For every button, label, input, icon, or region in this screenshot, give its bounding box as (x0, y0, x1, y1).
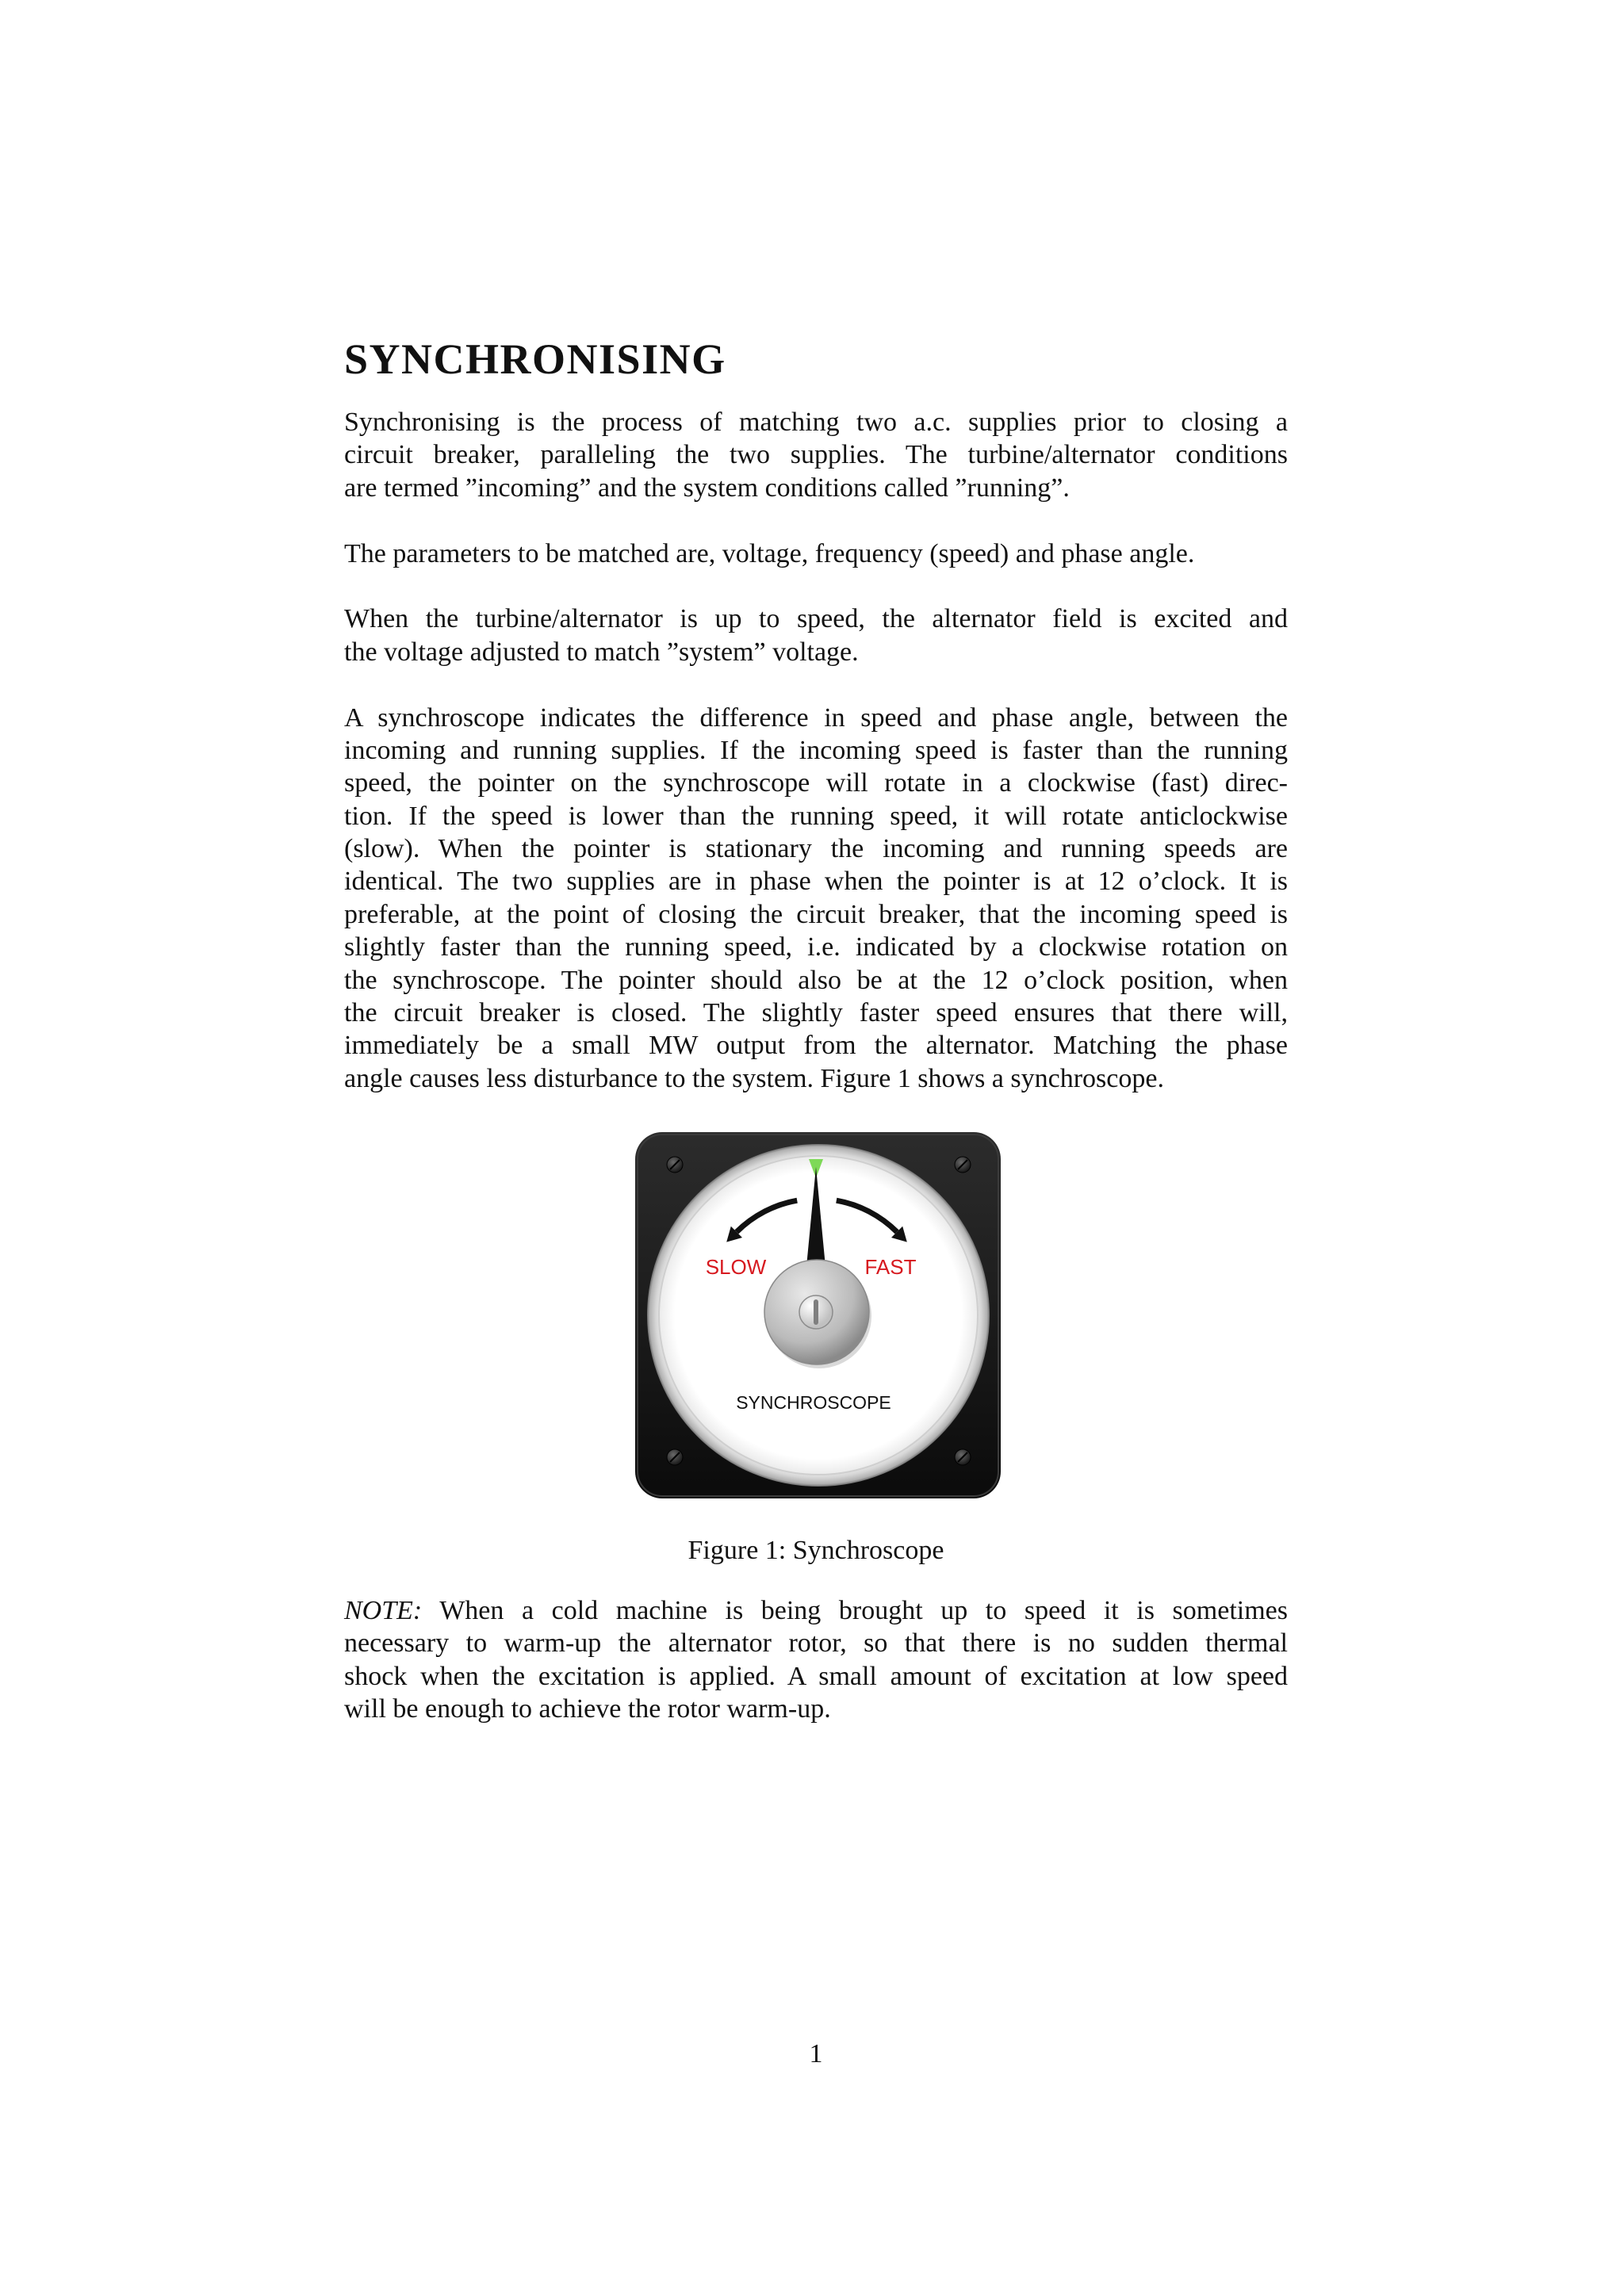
text-line: (slow). When the pointer is stationary the incoming and running speeds are (344, 834, 1288, 864)
note-line (344, 1594, 1288, 1627)
mounting-screw-icon (955, 1449, 971, 1465)
synchroscope-image (635, 1132, 1001, 1498)
note-line: shock when the excitation is applied. A small amount of excitation at low speed (344, 1661, 1288, 1691)
paragraph-parameters (344, 538, 1288, 570)
mounting-screw-icon (667, 1157, 683, 1173)
text-line: slightly faster than the running speed, i.e. indicated by a clockwise rotation on (344, 932, 1288, 962)
note-text: When a cold machine is being brought up to speed it is sometimes (439, 1596, 1288, 1625)
text-line: the circuit breaker is closed. The slightly faster speed ensures that there will, (344, 998, 1288, 1028)
text-line: incoming and running supplies. If the incoming speed is faster than the running (344, 735, 1288, 765)
mounting-screw-icon (667, 1449, 683, 1465)
text-line: identical. The two supplies are in phase when the pointer is at 12 o’clock. It is (344, 867, 1288, 897)
mounting-screw-icon (955, 1157, 971, 1173)
slow-label: SLOW (705, 1255, 767, 1279)
text-line: A synchroscope indicates the difference in speed and phase angle, between the (344, 702, 1288, 733)
text-line: Synchronising is the process of matching two a.c. supplies prior to closing a (344, 408, 1288, 437)
dial-name-label: SYNCHROSCOPE (736, 1392, 891, 1413)
text-line: immediately be a small MW output from the alternator. Matching the phase (344, 1031, 1288, 1061)
fast-label: FAST (864, 1255, 917, 1279)
figure-caption: Figure 1: Synchroscope (688, 1536, 944, 1565)
text-line: circuit breaker, paralleling the two supplies. The turbine/alternator conditions (344, 440, 1288, 470)
text-line: are termed ”incoming” and the system conditions called ”running”. (344, 473, 1070, 503)
text-line: the voltage adjusted to match ”system” voltage. (344, 637, 859, 667)
text-line: the synchroscope. The pointer should also be at the 12 o’clock position, when (344, 965, 1288, 995)
note-label: NOTE: (344, 1596, 423, 1625)
body-text (344, 406, 1288, 1128)
paragraph-voltage (344, 603, 1288, 668)
text-line: speed, the pointer on the synchroscope will rotate in a clockwise (fast) direc- (344, 768, 1288, 798)
note-line: necessary to warm-up the alternator rotor, so that there is no sudden thermal (344, 1628, 1288, 1659)
page-number: 1 (809, 2039, 823, 2068)
text-line: When the turbine/alternator is up to speed, the alternator field is excited and (344, 604, 1288, 634)
text-line: angle causes less disturbance to the system. Figure 1 shows a synchroscope. (344, 1063, 1164, 1093)
paragraph-intro (344, 406, 1288, 504)
text-line: The parameters to be matched are, voltage, frequency (speed) and phase angle. (344, 538, 1195, 568)
note-paragraph (344, 1594, 1288, 1726)
paragraph-synchroscope (344, 702, 1288, 1096)
note-line: will be enough to achieve the rotor warm-up. (344, 1694, 831, 1724)
text-line: preferable, at the point of closing the circuit breaker, that the incoming speed is (344, 899, 1288, 929)
section-title: SYNCHRONISING (344, 335, 726, 383)
hub-cap-slot (814, 1299, 818, 1325)
figure-synchroscope (635, 1132, 1001, 1498)
text-line: tion. If the speed is lower than the running speed, it will rotate anticlockwise (344, 801, 1288, 831)
